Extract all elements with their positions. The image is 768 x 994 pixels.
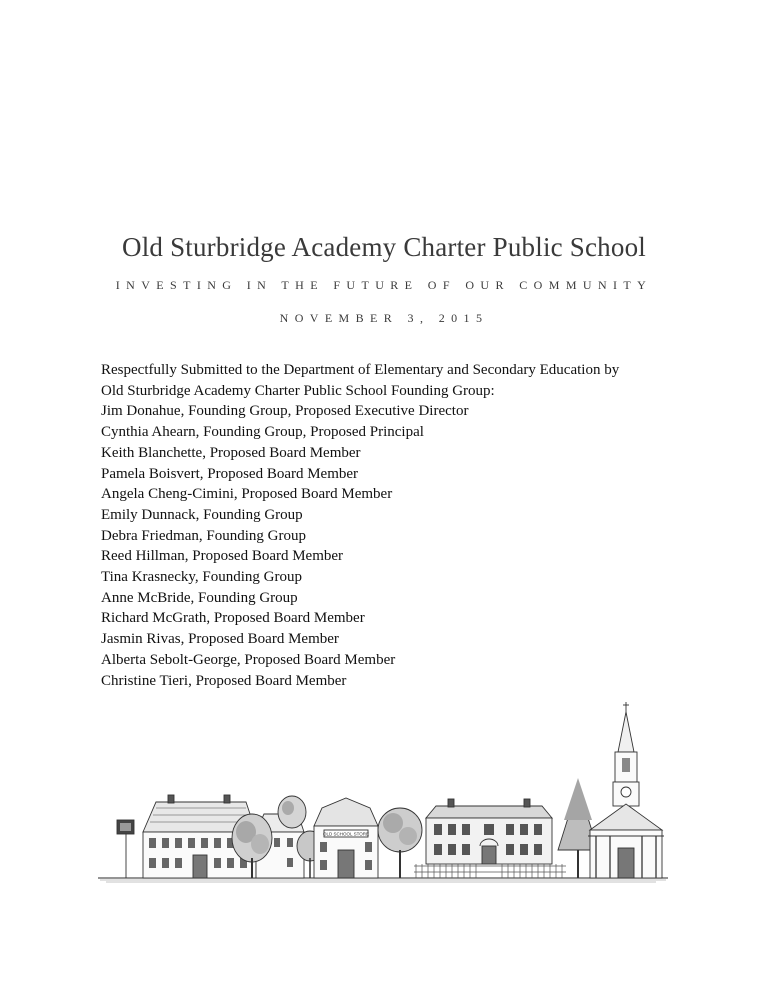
member-line: Keith Blanchette, Proposed Board Member [101, 444, 361, 461]
tagline: INVESTING IN THE FUTURE OF OUR COMMUNITY [115, 278, 653, 292]
member-line: Anne McBride, Founding Group [101, 589, 298, 606]
school-title: Old Sturbridge Academy Charter Public School [122, 232, 646, 262]
tree-round [378, 808, 422, 878]
submission-date: NOVEMBER 3, 2015 [279, 311, 489, 325]
submission-block [101, 360, 701, 691]
member-line: Tina Krasnecky, Founding Group [101, 569, 302, 586]
member-line: Jasmin Rivas, Proposed Board Member [101, 631, 339, 648]
school-store [314, 798, 378, 878]
member-line: Richard McGrath, Proposed Board Member [101, 610, 365, 627]
member-line: Pamela Boisvert, Proposed Board Member [101, 465, 359, 482]
member-line: Alberta Sebolt-George, Proposed Board Member [101, 651, 396, 668]
tavern-sign-post [117, 820, 134, 878]
member-line: Jim Donahue, Founding Group, Proposed Executive Director [101, 403, 469, 420]
federal-house [426, 799, 552, 864]
picket-fence [414, 864, 566, 878]
church [588, 702, 664, 878]
store-sign-text: OLD SCHOOL STORE [322, 831, 370, 837]
submission-line: Respectfully Submitted to the Department of Elementary and Secondary Education by [101, 362, 620, 378]
member-line: Christine Tieri, Proposed Board Member [101, 672, 347, 689]
village-illustration [96, 700, 672, 884]
member-line: Cynthia Ahearn, Founding Group, Proposed Principal [101, 424, 424, 441]
member-line: Debra Friedman, Founding Group [101, 527, 306, 544]
member-line: Emily Dunnack, Founding Group [101, 506, 303, 523]
member-line: Reed Hillman, Proposed Board Member [101, 548, 344, 565]
submission-line: Old Sturbridge Academy Charter Public School Founding Group: [101, 382, 495, 399]
member-line: Angela Cheng-Cimini, Proposed Board Member [101, 486, 393, 503]
